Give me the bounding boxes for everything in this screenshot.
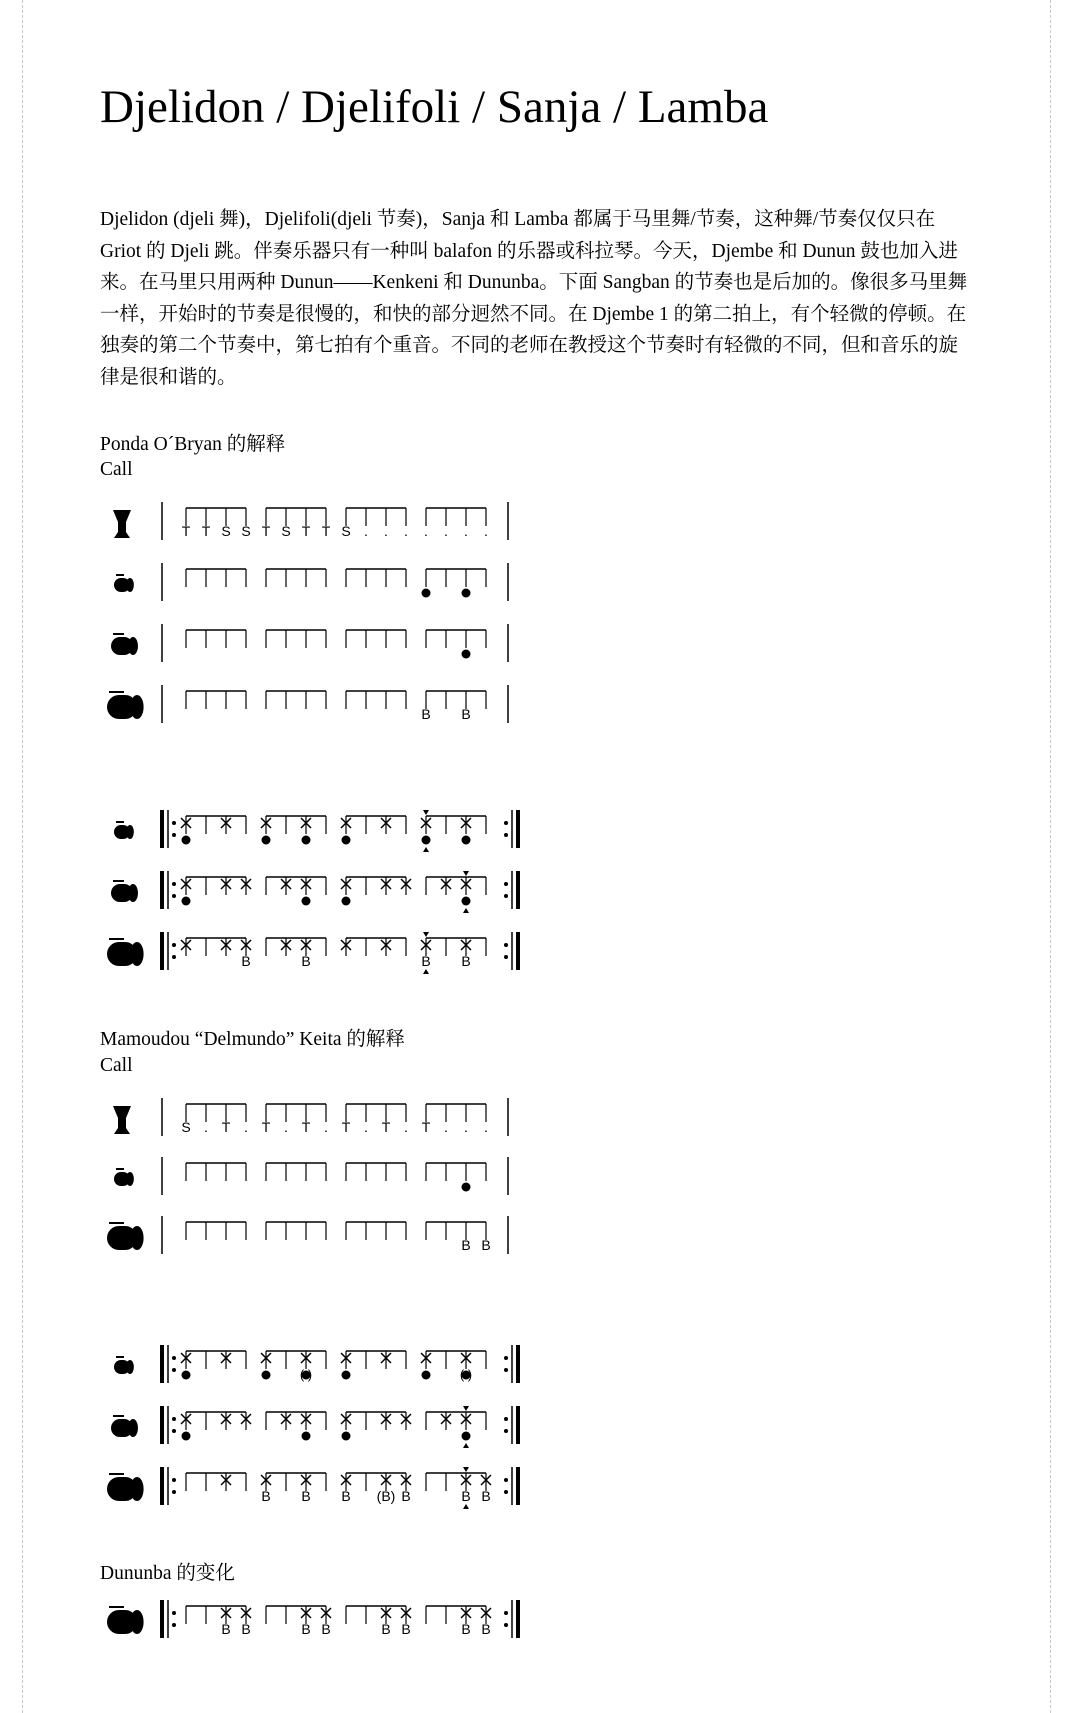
svg-text:B: B <box>421 953 431 969</box>
svg-text:B: B <box>381 1621 391 1637</box>
svg-text:B: B <box>481 1621 491 1637</box>
svg-text:T: T <box>261 523 271 539</box>
staff-row <box>111 871 518 913</box>
svg-text:S: S <box>341 523 351 539</box>
beat-mark <box>481 1237 490 1253</box>
svg-text:.: . <box>424 523 428 539</box>
svg-text:.: . <box>204 1119 208 1135</box>
intro-paragraph: Djelidon (djeli 舞)，Djelifoli(djeli 节奏)，Sanja 和 Lamba 都属于马里舞/节奏，这种舞/节奏仅仅只在 Griot 的 Djeli 跳。伴奏乐器只有一种叫 balafon 的乐器或科拉琴。今天，Djembe 和 Dunun 鼓也加入进来。在马里只用两种 Dunun——Kenkeni 和 Dununba。下面 Sangban 的节奏也是后加的。像很多马里舞一样，开始时的节奏是很慢的，和快的部分迥然不同。在 Djembe 1 的第二拍上，有个轻微的停顿。在独奏的第二个节奏中，第七拍有个重音。不同的老师在教授这个节奏时有轻微的不同，但和音乐的旋律是很和谐的。 <box>100 209 968 388</box>
beat-mark <box>464 1119 468 1135</box>
beat-mark <box>460 1353 472 1382</box>
beat-mark <box>341 1475 351 1504</box>
beat-mark <box>204 1119 208 1135</box>
dununba-icon <box>107 692 144 719</box>
beat-mark <box>381 1608 391 1637</box>
svg-text:S: S <box>281 523 291 539</box>
beat-mark <box>462 1183 471 1192</box>
notation-loop-1 <box>100 800 580 990</box>
beat-mark <box>241 940 251 969</box>
kenkeni-icon <box>114 575 134 592</box>
notation-variation <box>100 1590 580 1660</box>
beat-mark <box>384 523 388 539</box>
svg-text:.: . <box>444 523 448 539</box>
beat-mark <box>461 940 471 969</box>
beat-mark <box>404 1119 408 1135</box>
beat-mark <box>300 1353 312 1382</box>
notation-call-1 <box>100 492 580 732</box>
beat-mark <box>284 1119 288 1135</box>
beat-mark <box>382 1119 391 1135</box>
staff-row <box>114 1345 518 1383</box>
svg-text:.: . <box>404 1119 408 1135</box>
beat-mark <box>461 1237 470 1253</box>
staff-row <box>114 810 518 852</box>
staff-row <box>107 1216 508 1254</box>
staff-row <box>107 932 518 974</box>
staff-row <box>107 1467 518 1509</box>
dununba-icon <box>107 1223 144 1250</box>
svg-text:B: B <box>401 1488 411 1504</box>
beat-mark <box>461 706 470 722</box>
beat-mark <box>341 523 350 539</box>
left-page-edge <box>22 0 24 1713</box>
sangban-icon <box>111 634 138 655</box>
svg-text:.: . <box>324 1119 328 1135</box>
beat-mark <box>261 1475 271 1504</box>
staff-row <box>111 624 508 662</box>
beat-mark <box>444 523 448 539</box>
svg-text:B: B <box>301 1621 311 1637</box>
notation-call-2 <box>100 1088 580 1268</box>
svg-text:S: S <box>221 523 231 539</box>
svg-text:B: B <box>301 953 311 969</box>
beat-mark <box>241 1608 251 1637</box>
beat-mark <box>182 523 191 539</box>
beat-mark <box>364 523 368 539</box>
beat-mark <box>321 1608 331 1637</box>
svg-text:( ): ( ) <box>299 1367 313 1382</box>
beat-mark <box>481 1608 491 1637</box>
beat-mark <box>281 523 290 539</box>
svg-text:.: . <box>284 1119 288 1135</box>
beat-mark <box>301 1475 311 1504</box>
svg-text:B: B <box>481 1237 491 1253</box>
djembe-icon <box>113 1106 131 1134</box>
svg-text:B: B <box>461 1488 471 1504</box>
beat-mark <box>181 1119 190 1135</box>
beat-mark <box>461 1608 471 1637</box>
beat-mark <box>422 589 431 598</box>
svg-text:T: T <box>301 1119 311 1135</box>
beat-mark <box>222 1119 231 1135</box>
call-label-1: Call <box>100 459 133 480</box>
svg-text:T: T <box>181 523 191 539</box>
beat-mark <box>202 523 211 539</box>
beat-mark <box>342 1119 351 1135</box>
notation-loop-2 <box>100 1335 580 1525</box>
section-label-ponda: Ponda O´Bryan 的解释 <box>100 434 286 455</box>
svg-text:B: B <box>261 1488 271 1504</box>
beat-mark <box>377 1475 396 1504</box>
beat-mark <box>301 940 311 969</box>
beat-mark <box>484 523 488 539</box>
svg-text:.: . <box>384 523 388 539</box>
section-label-dununba: Dununba 的变化 <box>100 1563 235 1584</box>
svg-text:.: . <box>484 1119 488 1135</box>
beat-mark <box>262 523 271 539</box>
beat-mark <box>401 1608 411 1637</box>
svg-text:( ): ( ) <box>459 1367 473 1382</box>
svg-text:.: . <box>484 523 488 539</box>
svg-text:B: B <box>301 1488 311 1504</box>
dununba-icon <box>107 1474 144 1501</box>
beat-mark <box>484 1119 488 1135</box>
svg-text:.: . <box>404 523 408 539</box>
beat-mark <box>262 1119 271 1135</box>
beat-mark <box>322 523 331 539</box>
svg-text:.: . <box>464 1119 468 1135</box>
beat-mark <box>422 1119 431 1135</box>
svg-text:B: B <box>461 953 471 969</box>
beat-mark <box>244 1119 248 1135</box>
djembe-icon <box>113 510 131 538</box>
page-title: Djelidon / Djelifoli / Sanja / Lamba <box>100 81 769 133</box>
staff-row <box>107 685 508 723</box>
svg-text:B: B <box>461 1237 471 1253</box>
svg-text:T: T <box>341 1119 351 1135</box>
beat-mark <box>302 1119 311 1135</box>
beat-mark <box>464 523 468 539</box>
svg-text:B: B <box>221 1621 231 1637</box>
svg-text:S: S <box>181 1119 191 1135</box>
staff-row <box>107 1600 518 1638</box>
beat-mark <box>364 1119 368 1135</box>
svg-text:(B): (B) <box>376 1488 396 1504</box>
beat-mark <box>462 589 471 598</box>
svg-text:.: . <box>444 1119 448 1135</box>
svg-text:T: T <box>321 523 331 539</box>
svg-text:.: . <box>364 523 368 539</box>
beat-mark <box>444 1119 448 1135</box>
beat-mark <box>221 1608 231 1637</box>
svg-text:B: B <box>341 1488 351 1504</box>
svg-text:.: . <box>464 523 468 539</box>
svg-text:B: B <box>481 1488 491 1504</box>
kenkeni-icon <box>114 822 134 839</box>
sangban-icon <box>111 881 138 902</box>
beat-mark <box>301 1608 311 1637</box>
svg-text:B: B <box>421 706 431 722</box>
beat-mark <box>421 706 430 722</box>
beat-mark <box>302 523 311 539</box>
sangban-icon <box>111 1416 138 1437</box>
svg-text:B: B <box>461 1621 471 1637</box>
section-label-mamoudou: Mamoudou “Delmundo” Keita 的解释 <box>100 1029 405 1050</box>
svg-text:B: B <box>241 953 251 969</box>
beat-mark <box>404 523 408 539</box>
staff-row <box>114 1157 508 1195</box>
beat-mark <box>481 1475 491 1504</box>
staff-row <box>111 1406 518 1448</box>
beat-mark <box>221 523 230 539</box>
svg-text:S: S <box>241 523 251 539</box>
beat-mark <box>401 1475 411 1504</box>
beat-mark <box>424 523 428 539</box>
staff-row <box>113 502 508 540</box>
call-label-2: Call <box>100 1055 133 1076</box>
svg-text:.: . <box>364 1119 368 1135</box>
kenkeni-icon <box>114 1357 134 1374</box>
svg-text:B: B <box>401 1621 411 1637</box>
svg-text:B: B <box>461 706 471 722</box>
svg-text:T: T <box>301 523 311 539</box>
dununba-icon <box>107 939 144 966</box>
svg-text:T: T <box>421 1119 431 1135</box>
svg-text:T: T <box>201 523 211 539</box>
right-page-edge <box>1050 0 1052 1713</box>
beat-mark <box>462 650 471 659</box>
dununba-icon <box>107 1607 144 1634</box>
beat-mark <box>241 523 250 539</box>
svg-text:B: B <box>241 1621 251 1637</box>
beat-mark <box>324 1119 328 1135</box>
svg-text:.: . <box>244 1119 248 1135</box>
svg-text:B: B <box>321 1621 331 1637</box>
kenkeni-icon <box>114 1169 134 1186</box>
svg-text:T: T <box>261 1119 271 1135</box>
svg-text:T: T <box>381 1119 391 1135</box>
staff-row <box>114 563 508 601</box>
svg-text:T: T <box>221 1119 231 1135</box>
staff-row <box>113 1098 508 1136</box>
